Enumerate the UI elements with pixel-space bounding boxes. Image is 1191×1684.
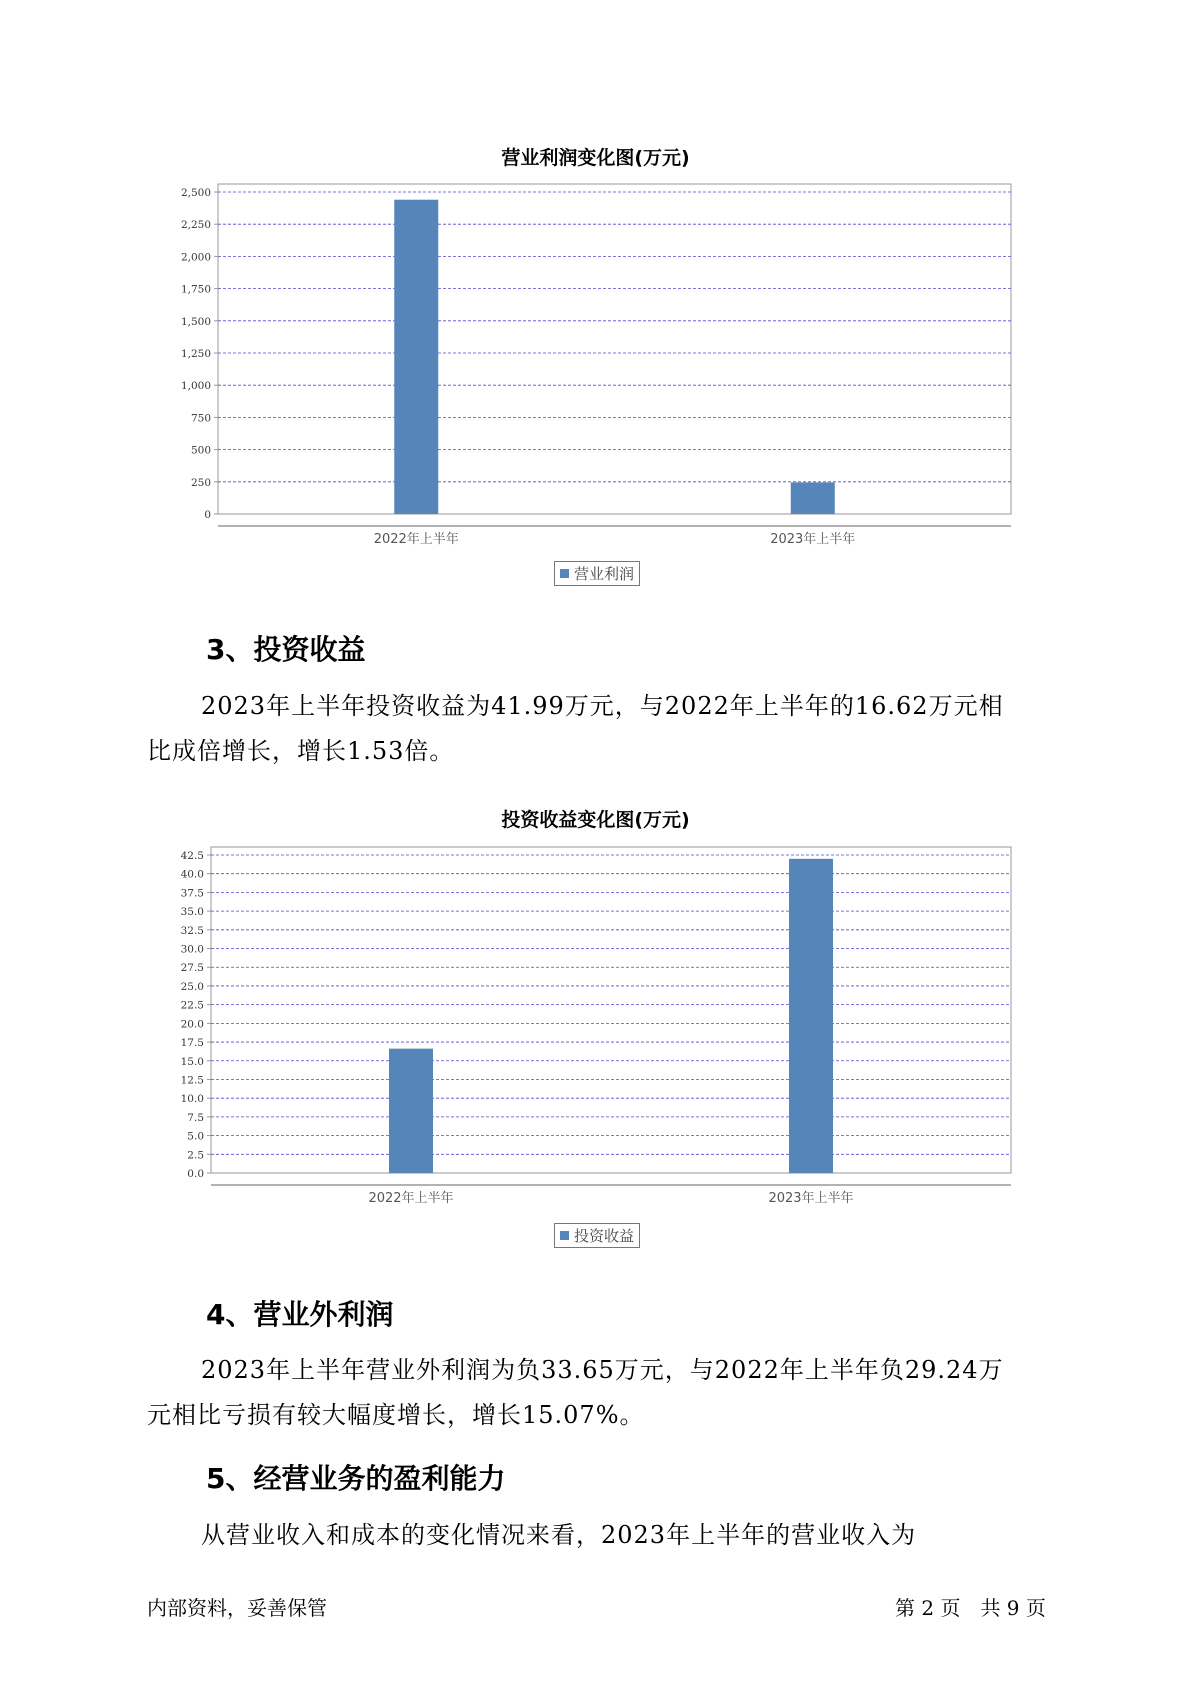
y-tick-label: 0 bbox=[204, 509, 211, 521]
y-tick-label: 22.5 bbox=[180, 999, 204, 1012]
bar bbox=[789, 859, 833, 1173]
y-tick-label: 250 bbox=[190, 476, 211, 489]
section3-line-1: 2023年上半年投资收益为41.99万元，与2022年上半年的16.62万元相 bbox=[201, 692, 1004, 720]
y-tick-label: 1,750 bbox=[180, 283, 211, 296]
chart1-legend-label: 营业利润 bbox=[574, 565, 635, 583]
y-tick-label: 0.0 bbox=[187, 1168, 204, 1180]
y-tick-label: 30.0 bbox=[180, 943, 204, 956]
x-category-label: 2023年上半年 bbox=[768, 1191, 854, 1206]
y-tick-label: 2,250 bbox=[180, 219, 211, 232]
x-category-label: 2022年上半年 bbox=[373, 532, 459, 547]
y-tick-label: 7.5 bbox=[187, 1111, 204, 1124]
y-tick-label: 2,000 bbox=[180, 251, 211, 264]
section5-heading: 5、经营业务的盈利能力 bbox=[206, 1462, 506, 1495]
y-tick-label: 10.0 bbox=[180, 1093, 204, 1106]
plot-area bbox=[211, 847, 1011, 1173]
x-category-label: 2022年上半年 bbox=[368, 1191, 454, 1206]
section4-paragraph bbox=[147, 1348, 1047, 1438]
y-tick-label: 1,000 bbox=[180, 380, 211, 393]
y-tick-label: 42.5 bbox=[180, 850, 204, 862]
y-tick-label: 2,500 bbox=[180, 187, 211, 199]
y-tick-label: 17.5 bbox=[180, 1037, 204, 1050]
y-tick-label: 15.0 bbox=[180, 1055, 204, 1068]
y-tick-label: 2.5 bbox=[187, 1149, 204, 1162]
y-tick-label: 500 bbox=[190, 444, 211, 457]
y-tick-label: 20.0 bbox=[180, 1018, 204, 1031]
y-tick-label: 37.5 bbox=[180, 887, 204, 900]
y-tick-label: 25.0 bbox=[180, 980, 204, 993]
chart2-title: 投资收益变化图(万元) bbox=[501, 809, 690, 831]
y-tick-label: 12.5 bbox=[180, 1074, 204, 1087]
section4-line-2: 元相比亏损有较大幅度增长，增长15.07%。 bbox=[147, 1401, 645, 1429]
section5-line-1: 从营业收入和成本的变化情况来看，2023年上半年的营业收入为 bbox=[201, 1521, 917, 1549]
section5-paragraph bbox=[147, 1513, 1047, 1558]
y-tick-label: 27.5 bbox=[180, 962, 204, 975]
y-tick-label: 1,500 bbox=[180, 315, 211, 328]
section3-heading: 3、投资收益 bbox=[206, 633, 366, 666]
y-tick-label: 1,250 bbox=[180, 348, 211, 360]
section4-line-1: 2023年上半年营业外利润为负33.65万元，与2022年上半年负29.24万 bbox=[201, 1356, 1004, 1384]
y-tick-label: 750 bbox=[190, 412, 211, 425]
section3-line-2: 比成倍增长，增长1.53倍。 bbox=[147, 737, 455, 765]
y-tick-label: 5.0 bbox=[187, 1130, 204, 1143]
chart2-legend bbox=[554, 1223, 640, 1248]
bar bbox=[389, 1049, 433, 1173]
y-tick-label: 35.0 bbox=[180, 906, 204, 919]
legend-swatch-icon bbox=[560, 1231, 569, 1240]
footer-page-number: 第 2 页 共 9 页 bbox=[895, 1596, 1046, 1620]
y-tick-label: 32.5 bbox=[180, 924, 204, 937]
chart1-title: 营业利润变化图(万元) bbox=[501, 147, 690, 169]
x-category-label: 2023年上半年 bbox=[770, 532, 856, 547]
section4-heading: 4、营业外利润 bbox=[206, 1298, 394, 1331]
footer-left: 内部资料，妥善保管 bbox=[147, 1596, 327, 1620]
chart2-legend-label: 投资收益 bbox=[574, 1227, 635, 1245]
y-tick-label: 40.0 bbox=[180, 868, 204, 881]
